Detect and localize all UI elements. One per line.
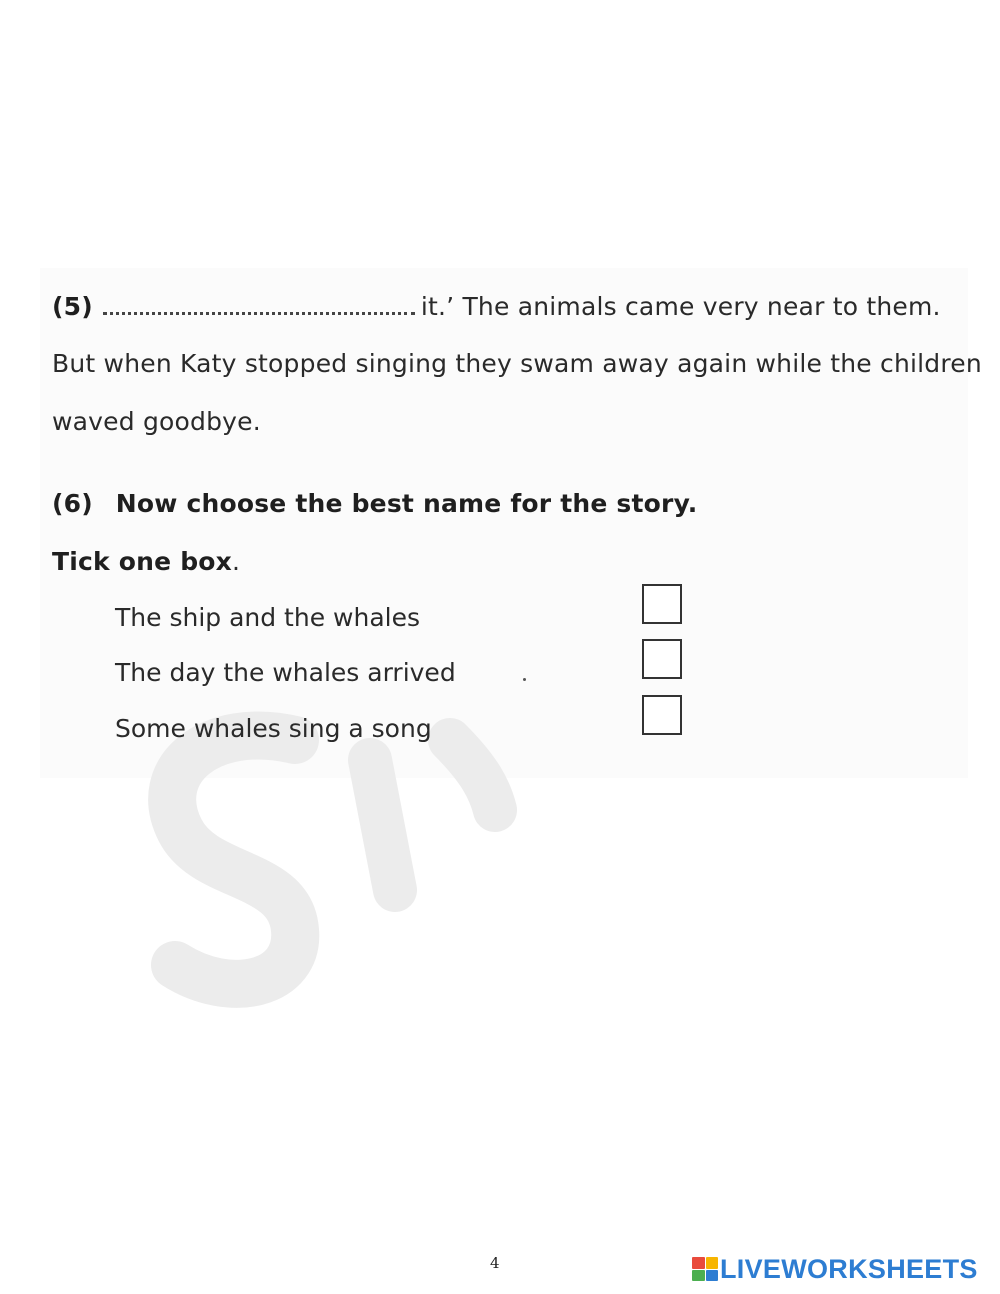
passage-line-2: But when Katy stopped singing they swam away again while the children: [52, 349, 982, 378]
passage-line-3: waved goodbye.: [52, 407, 261, 436]
question-6-number: (6): [52, 489, 93, 518]
option-3-label: Some whales sing a song: [115, 714, 432, 743]
answer-blank[interactable]: [103, 290, 415, 315]
liveworksheets-logo-icon: [692, 1257, 718, 1281]
question-5-line: [52, 290, 941, 323]
scan-speck: [523, 678, 526, 681]
question-6-prompt: Now choose the best name for the story.: [115, 489, 698, 518]
liveworksheets-brand[interactable]: [692, 1255, 978, 1283]
question-5-number: (5): [52, 292, 93, 321]
option-1-label: The ship and the whales: [115, 603, 420, 632]
instruction-period: .: [232, 547, 241, 576]
page-number: 4: [490, 1254, 500, 1272]
question-5-text: it.’ The animals came very near to them.: [420, 292, 941, 321]
brand-name: LIVEWORKSHEETS: [720, 1253, 978, 1284]
question-6-line: [52, 488, 697, 520]
option-2-checkbox[interactable]: [642, 639, 682, 679]
option-1-checkbox[interactable]: [642, 584, 682, 624]
instruction-line: [52, 546, 240, 578]
option-2-label: The day the whales arrived: [115, 658, 456, 687]
option-3-checkbox[interactable]: [642, 695, 682, 735]
instruction-text: Tick one box: [52, 547, 233, 576]
scanned-worksheet-area: [40, 268, 968, 778]
